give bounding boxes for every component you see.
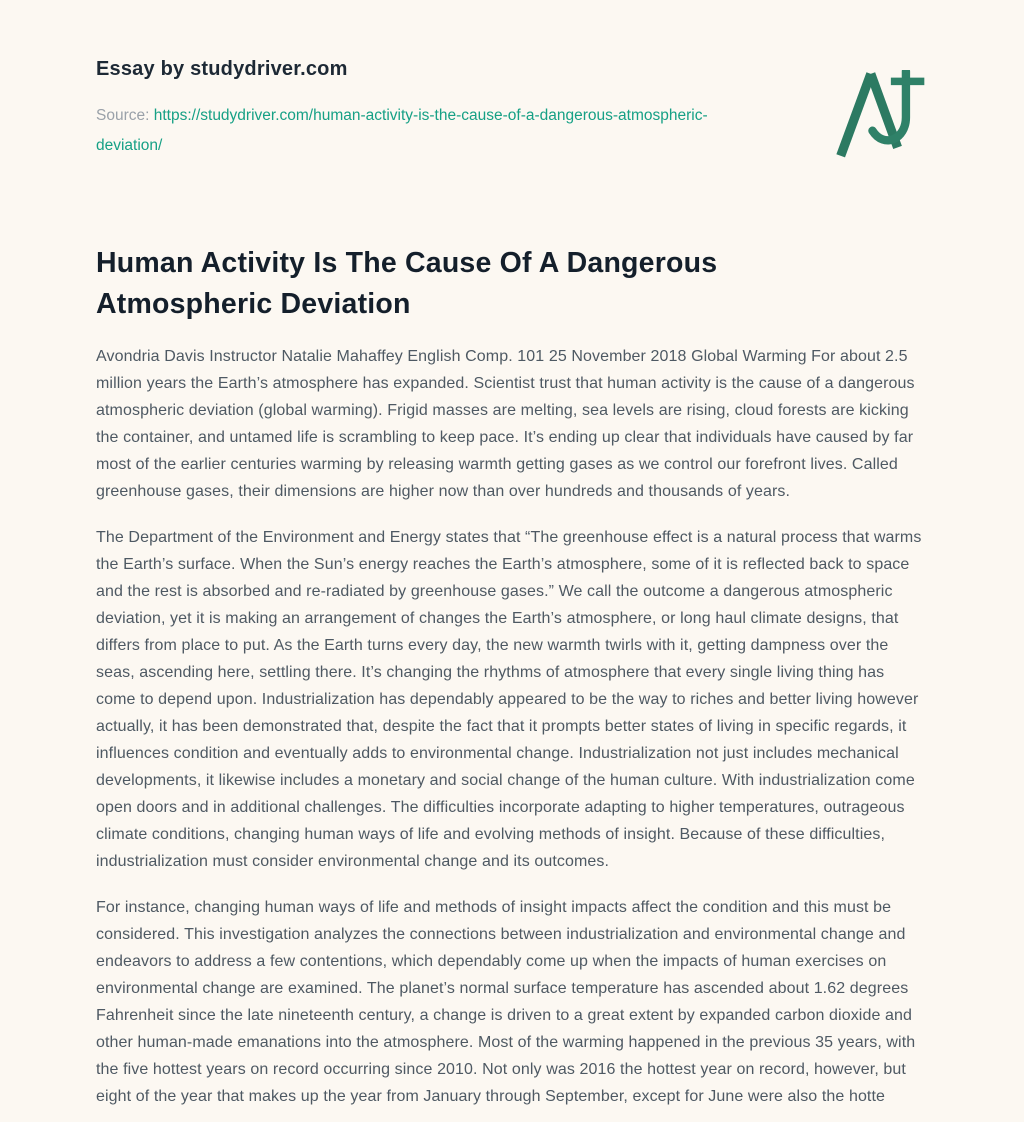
essay-byline: Essay by studydriver.com [96,58,348,80]
essay-title: Human Activity Is The Cause Of A Dangerous Atmospheric Deviation [96,247,718,320]
page-header [96,58,928,161]
essay-body [96,343,928,1110]
essay-paragraph: The Department of the Environment and Energy states that “The greenhouse effect is a natural process that warms the Earth’s surface. When the Sun’s energy reaches the Earth’s atmosphere, some of it is reflected back to space and the rest is absorbed and re-radiated by greenhouse gases.” We call the outcome a dangerous atmospheric deviation, yet it is making an arrangement of changes the Earth’s atmosphere, or long haul climate designs, that differs from place to put. As the Earth turns every day, the new warmth twirls with it, getting dampness over the seas, ascending here, settling there. It’s changing the rhythms of atmosphere that every single living thing has come to depend upon. Industrialization has dependably appeared to be the way to riches and better living however actually, it has been demonstrated that, despite the fact that it prompts better states of living in specific regards, it influences condition and eventually adds to environmental change. Industrialization not just includes mechanical developments, it likewise includes a monetary and social change of the human culture. With industrialization come open doors and in additional challenges. The difficulties incorporate adapting to higher temperatures, outrageous climate conditions, changing human ways of life and evolving methods of insight. Because of these difficulties, industrialization must consider environmental change and its outcomes. [96,529,922,871]
studydriver-logo-icon [834,70,926,158]
essay-paragraph: Avondria Davis Instructor Natalie Mahaffey English Comp. 101 25 November 2018 Global Warming For about 2.5 million years the Earth’s atmosphere has expanded. Scientist trust that human activity is the cause of a dangerous atmospheric deviation (global warming). Frigid masses are melting, sea levels are rising, cloud forests are kicking the container, and untamed life is scrambling to keep pace. It’s ending up clear that individuals have caused by far most of the earlier centuries warming by releasing warmth getting gases as we control our forefront lives. Called greenhouse gases, their dimensions are higher now than over hundreds and thousands of years. [96,348,915,501]
essay-paragraph: For instance, changing human ways of life and methods of insight impacts affect the condition and this must be considered. This investigation analyzes the connections between industrialization and environmental change and endeavors to address a few contentions, which dependably come up when the impacts of human exercises on environmental change are examined. The planet’s normal surface temperature has ascended about 1.62 degrees Fahrenheit since the late nineteenth century, a change is driven to a great extent by expanded carbon dioxide and other human-made emanations into the atmosphere. Most of the warming happened in the previous 35 years, with the five hottest years on record occurring since 2010. Not only was 2016 the hottest year on record, however, but eight of the year that makes up the year from January through September, except for June were also the hotte [96,899,916,1106]
source-line [96,101,726,161]
header-text-block [96,58,726,161]
essay-content [96,243,928,1110]
source-label: Source: [96,107,150,124]
studydriver-logo [834,70,926,158]
source-link[interactable]: https://studydriver.com/human-activity-is-the-cause-of-a-dangerous-atmospheric-deviation/ [96,107,708,155]
